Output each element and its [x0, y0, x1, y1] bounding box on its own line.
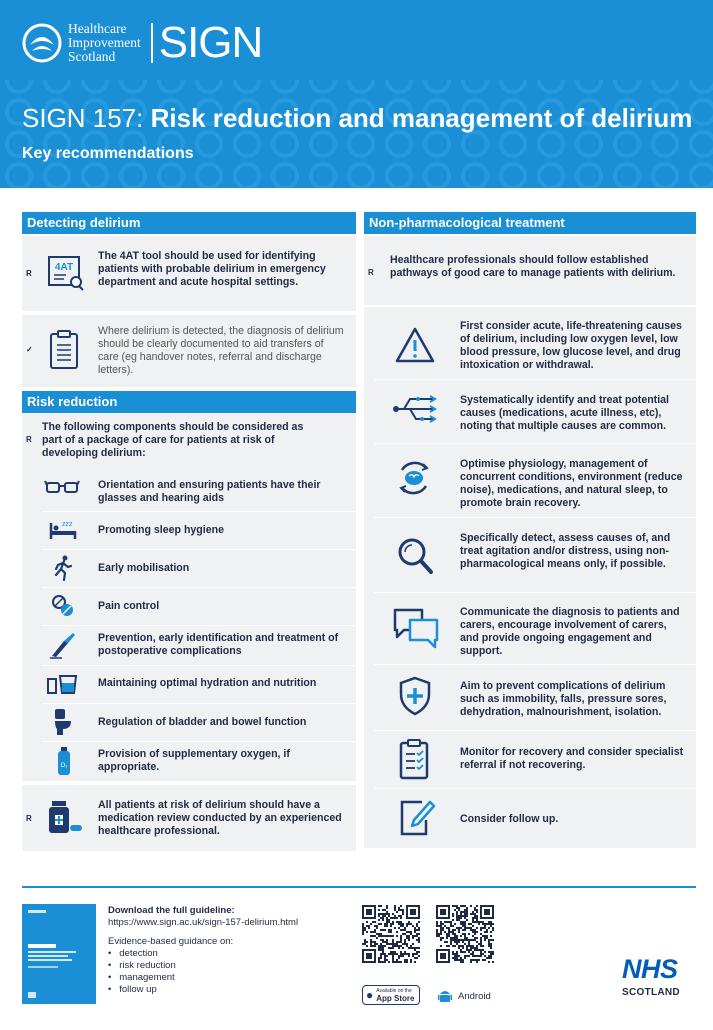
risk-item-text: Provision of supplementary oxygen, if appropriate.	[98, 748, 290, 773]
apple-icon: ●	[366, 988, 374, 1002]
nhs-scotland-logo	[622, 955, 680, 998]
list-item: • management	[108, 972, 175, 983]
list-item: • risk reduction	[108, 960, 176, 971]
left-column	[22, 212, 356, 851]
guidance-list	[108, 948, 176, 996]
warning-triangle-icon	[394, 326, 436, 364]
risk-heading: Risk reduction	[22, 391, 356, 413]
list-item: • follow up	[108, 984, 157, 995]
risk-panel	[22, 413, 356, 781]
risk-intro: The following components should be considered as part of a package of care for patients at risk of developing delirium:	[42, 421, 304, 459]
svg-text:4AT: 4AT	[54, 262, 74, 273]
android-icon	[438, 988, 452, 1004]
nonpharm-item-text: First consider acute, life-threatening causes of delirium, including low oxygen level, low blood pressure, low glucose level, and drug intoxication or withdrawal.	[460, 320, 682, 371]
page-subtitle: Key recommendations	[22, 145, 194, 162]
sign-logo: SIGN	[158, 18, 263, 67]
cover-pattern	[22, 904, 96, 1004]
nonpharm-panel	[364, 236, 696, 848]
risk-item-text: Regulation of bladder and bowel function	[98, 716, 307, 728]
logo-text: Healthcare Improvement Scotland	[68, 21, 141, 64]
scotland-wordmark: SCOTLAND	[622, 987, 680, 998]
risk-item-text: Maintaining optimal hydration and nutrition	[98, 677, 317, 689]
recommendation-mark: R	[26, 814, 32, 823]
detecting-item-document	[22, 315, 356, 387]
brain-cycle-icon	[394, 458, 434, 498]
nonpharm-item-text: Consider follow up.	[460, 813, 559, 825]
page-title: SIGN 157: Risk reduction and management of delirium	[22, 103, 693, 133]
svg-text:zzz: zzz	[62, 521, 73, 528]
checklist-icon	[398, 738, 432, 780]
android-qr-code[interactable]	[436, 905, 494, 963]
detecting-heading: Detecting delirium	[22, 212, 356, 234]
nonpharm-heading: Non-pharmacological treatment	[364, 212, 696, 234]
shield-plus-icon	[398, 676, 432, 716]
page-header	[0, 0, 713, 188]
risk-item-text: Pain control	[98, 600, 160, 612]
oxygen-cylinder-icon	[56, 746, 72, 776]
nonpharm-item-text: Optimise physiology, management of concurrent conditions, environment (reduce noise), medications, and natural sleep, to promote brain recovery.	[460, 458, 683, 509]
app-store-badge[interactable]: ● Available on the App Store	[362, 985, 420, 1005]
guidance-label: Evidence-based guidance on:	[108, 936, 234, 947]
medication-bottle-icon	[46, 799, 84, 835]
pathway-arrows-icon	[390, 394, 440, 424]
risk-item-text: Promoting sleep hygiene	[98, 524, 224, 536]
glasses-icon	[44, 477, 80, 499]
detecting-item-4at	[22, 236, 356, 311]
nonpharm-item-text: Monitor for recovery and consider specialist referral if not recovering.	[460, 746, 684, 771]
recommendation-mark: R	[368, 268, 374, 277]
list-item: • detection	[108, 948, 158, 959]
detecting-text-2: Where delirium is detected, the diagnosis of delirium should be clearly documented to aid transfers of care (eg handover notes, referral and discharge letters).	[98, 325, 344, 376]
footer-divider	[22, 886, 696, 888]
app-store-qr-code[interactable]	[362, 905, 420, 963]
medication-review-item	[22, 785, 356, 851]
svg-text:O₂: O₂	[60, 763, 68, 769]
pen-paper-icon	[398, 798, 438, 838]
toilet-icon	[52, 707, 74, 737]
logo-divider	[151, 23, 153, 63]
detecting-text-1: The 4AT tool should be used for identifying patients with probable delirium in emergency department and acute hospital settings.	[98, 250, 326, 288]
guideline-cover-thumbnail[interactable]	[22, 904, 96, 1004]
scalpel-icon	[48, 631, 78, 659]
recommendation-mark: R	[26, 435, 32, 444]
risk-item-text: Early mobilisation	[98, 562, 190, 574]
medication-review-text: All patients at risk of delirium should have a medication review conducted by an experienced healthcare professional.	[98, 799, 342, 837]
water-glass-icon	[46, 673, 80, 695]
walking-person-icon	[52, 555, 74, 581]
nonpharm-item-text: Systematically identify and treat potential causes (medications, acute illness, etc), noting that multiple causes are common.	[460, 394, 669, 432]
pills-icon	[50, 593, 76, 619]
recommendation-mark: R	[26, 269, 32, 278]
good-practice-mark: ✓	[26, 345, 33, 354]
download-label: Download the full guideline:	[108, 905, 235, 916]
right-column	[364, 212, 696, 848]
guideline-url-link[interactable]: https://www.sign.ac.uk/sign-157-delirium.html	[108, 917, 299, 928]
risk-item-text: Orientation and ensuring patients have their glasses and hearing aids	[98, 479, 321, 504]
his-logo-mark-icon	[22, 23, 62, 63]
his-logo	[22, 18, 263, 67]
risk-item-text: Prevention, early identification and treatment of postoperative complications	[98, 632, 339, 657]
android-badge[interactable]: Android	[438, 988, 491, 1004]
nonpharm-item-text: Communicate the diagnosis to patients and carers, encourage involvement of carers, and provide ongoing engagement and support.	[460, 606, 680, 657]
4at-tool-icon	[46, 254, 86, 292]
nhs-wordmark: NHS	[622, 954, 678, 984]
nonpharm-item-text: Specifically detect, assess causes of, and treat agitation and/or distress, using non-pharmacological means only, if possible.	[460, 532, 671, 570]
nonpharm-intro: Healthcare professionals should follow established pathways of good care to manage patients with delirium.	[390, 254, 676, 279]
magnifier-icon	[396, 536, 434, 576]
speech-bubbles-icon	[392, 606, 440, 650]
nonpharm-item-text: Aim to prevent complications of delirium such as immobility, falls, pressure sores, dehydration, malnourishment, isolation.	[460, 680, 667, 718]
clipboard-icon	[48, 329, 80, 371]
bed-sleep-icon	[48, 517, 78, 541]
